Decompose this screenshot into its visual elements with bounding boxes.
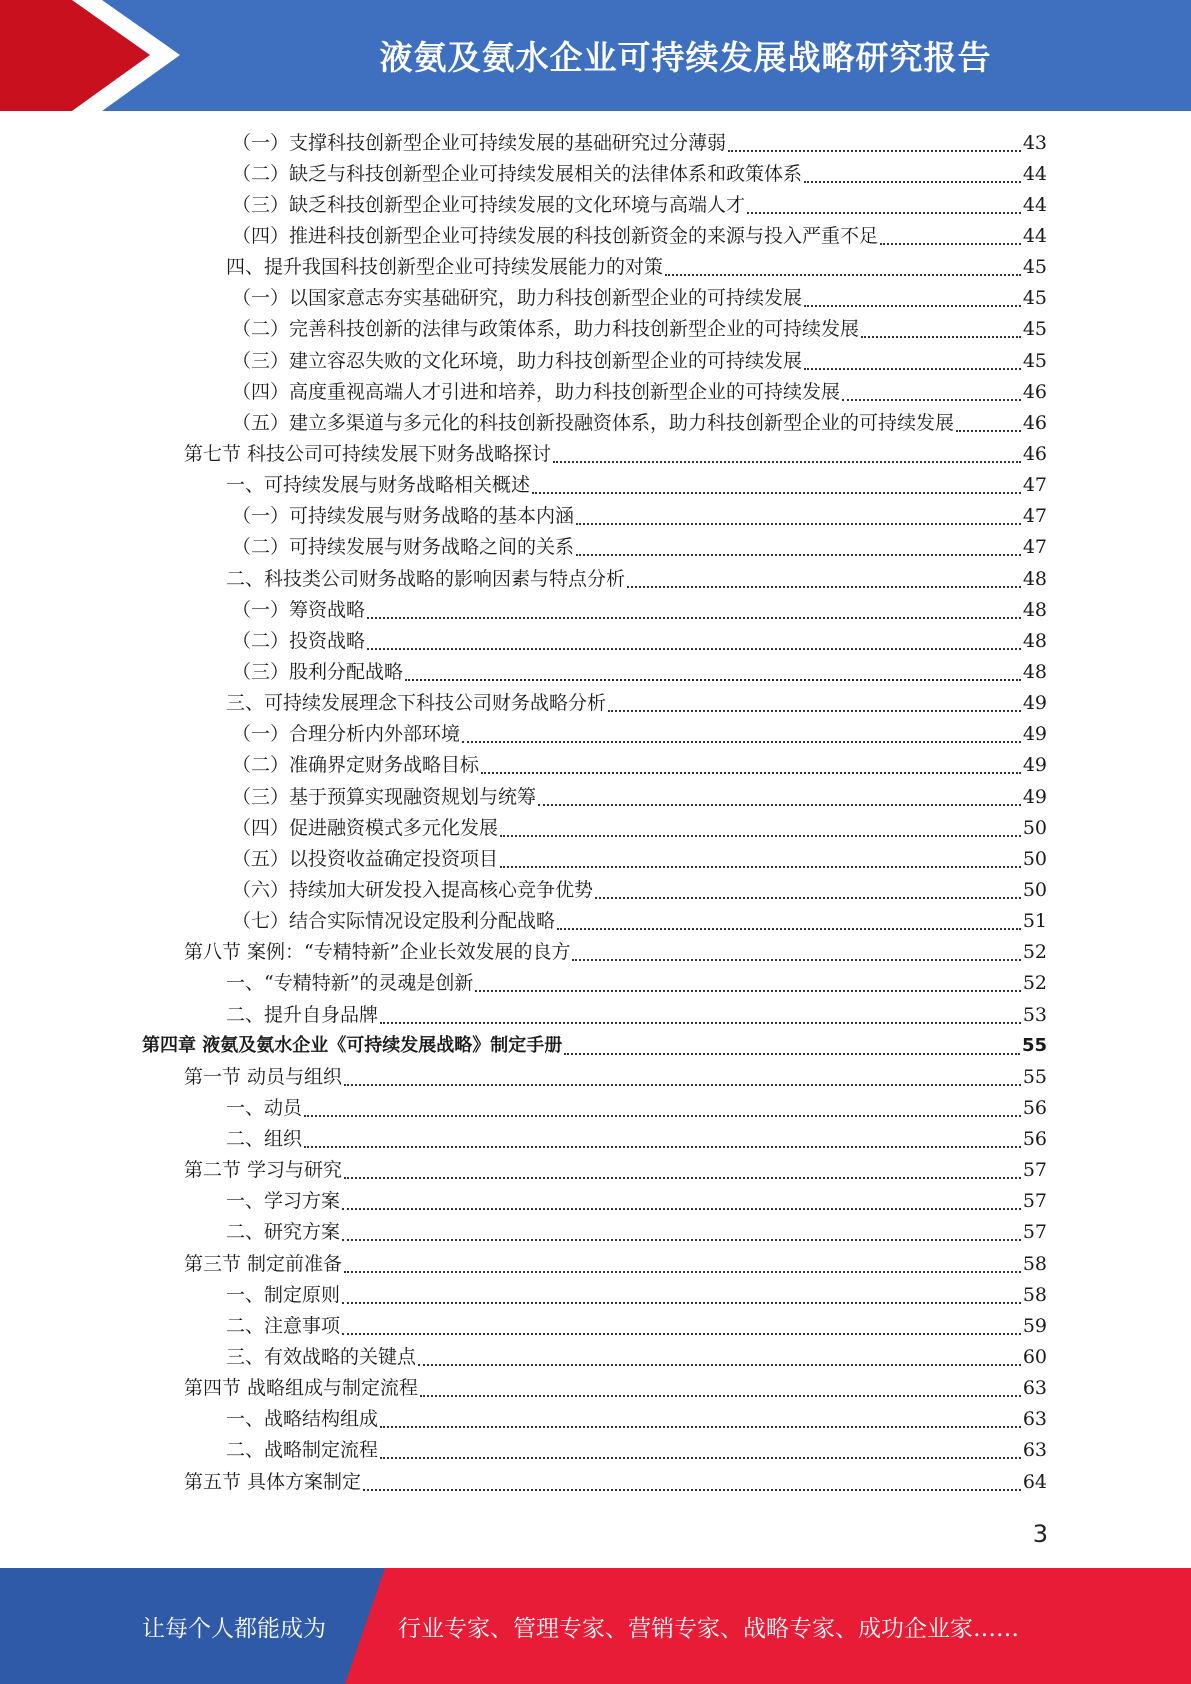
- toc-entry-page: 43: [1022, 131, 1047, 154]
- toc-entry-page: 47: [1022, 505, 1047, 528]
- toc-entry-title: 第八节 案例：“专精特新”企业长效发展的良方: [184, 941, 571, 964]
- toc-dot-leader: [475, 976, 1020, 992]
- toc-dot-leader: [538, 790, 1021, 806]
- toc-dot-leader: [861, 322, 1021, 338]
- toc-entry[interactable]: [0, 719, 1191, 750]
- page-footer: [0, 1568, 1191, 1684]
- toc-entry[interactable]: [0, 688, 1191, 719]
- toc-entry[interactable]: [0, 189, 1191, 220]
- toc-dot-leader: [880, 229, 1021, 245]
- toc-entry[interactable]: [0, 874, 1191, 905]
- toc-entry-title: 第一节 动员与组织: [184, 1065, 343, 1088]
- toc-entry-page: 50: [1022, 847, 1047, 870]
- toc-entry-page: 49: [1022, 692, 1047, 715]
- toc-entry-page: 52: [1022, 941, 1047, 964]
- toc-entry[interactable]: [0, 999, 1191, 1030]
- toc-entry[interactable]: [0, 1466, 1191, 1497]
- toc-entry-title: （二）准确界定财务战略目标: [232, 754, 480, 777]
- toc-entry-title: （五）以投资收益确定投资项目: [232, 847, 499, 870]
- toc-dot-leader: [342, 1288, 1021, 1304]
- toc-entry-title: （四）推进科技创新型企业可持续发展的科技创新资金的来源与投入严重不足: [232, 224, 879, 247]
- toc-entry[interactable]: [0, 781, 1191, 812]
- toc-dot-leader: [576, 540, 1021, 556]
- toc-entry[interactable]: [0, 220, 1191, 251]
- toc-entry-title: （四）促进融资模式多元化发展: [232, 816, 499, 839]
- toc-entry-page: 63: [1022, 1377, 1047, 1400]
- page-header: [0, 0, 1191, 111]
- toc-entry-title: 四、提升我国科技创新型企业可持续发展能力的对策: [226, 256, 664, 279]
- document-title: 液氨及氨水企业可持续发展战略研究报告: [379, 38, 992, 77]
- toc-dot-leader: [728, 136, 1021, 152]
- toc-entry[interactable]: [0, 1061, 1191, 1092]
- toc-entry-page: 60: [1022, 1346, 1047, 1369]
- toc-entry-page: 49: [1022, 723, 1047, 746]
- toc-entry[interactable]: [0, 1155, 1191, 1186]
- toc-entry[interactable]: [0, 438, 1191, 469]
- toc-entry[interactable]: [0, 812, 1191, 843]
- toc-entry-page: 47: [1022, 474, 1047, 497]
- toc-entry-page: 57: [1022, 1190, 1047, 1213]
- toc-entry[interactable]: [0, 127, 1191, 158]
- toc-entry-title: （三）缺乏科技创新型企业可持续发展的文化环境与高端人才: [232, 193, 746, 216]
- toc-entry-page: 58: [1022, 1283, 1047, 1306]
- toc-entry[interactable]: [0, 470, 1191, 501]
- toc-entry-page: 63: [1022, 1439, 1047, 1462]
- toc-entry-title: 一、战略结构组成: [226, 1408, 379, 1431]
- toc-dot-leader: [804, 167, 1021, 183]
- toc-dot-leader: [956, 416, 1021, 432]
- toc-entry[interactable]: [0, 407, 1191, 438]
- toc-entry[interactable]: [0, 656, 1191, 687]
- toc-entry-page: 48: [1022, 629, 1047, 652]
- toc-entry[interactable]: [0, 750, 1191, 781]
- toc-entry-page: 46: [1022, 411, 1047, 434]
- toc-entry[interactable]: [0, 937, 1191, 968]
- toc-entry-title: 三、有效战略的关键点: [226, 1346, 417, 1369]
- toc-entry[interactable]: [0, 532, 1191, 563]
- toc-entry-title: 第四章 液氨及氨水企业《可持续发展战略》制定手册: [142, 1034, 563, 1056]
- toc-entry[interactable]: [0, 1124, 1191, 1155]
- toc-entry[interactable]: [0, 501, 1191, 532]
- toc-dot-leader: [481, 758, 1021, 774]
- toc-entry-page: 64: [1022, 1470, 1047, 1493]
- toc-dot-leader: [842, 385, 1021, 401]
- toc-entry[interactable]: [0, 158, 1191, 189]
- toc-entry[interactable]: [0, 1248, 1191, 1279]
- toc-entry[interactable]: [0, 314, 1191, 345]
- toc-dot-leader: [576, 509, 1021, 525]
- header-arrow-decoration: [0, 0, 260, 111]
- toc-dot-leader: [380, 1412, 1021, 1428]
- toc-entry-page: 48: [1022, 660, 1047, 683]
- toc-entry-title: （一）以国家意志夯实基础研究，助力科技创新型企业的可持续发展: [232, 287, 803, 310]
- table-of-contents: [0, 127, 1191, 1497]
- toc-dot-leader: [553, 447, 1021, 463]
- toc-entry-title: 一、制定原则: [226, 1283, 341, 1306]
- toc-dot-leader: [304, 1132, 1021, 1148]
- toc-entry-page: 48: [1022, 598, 1047, 621]
- toc-entry-title: 一、动员: [226, 1096, 303, 1119]
- page-number: 3: [1032, 1520, 1048, 1548]
- toc-entry[interactable]: [0, 1186, 1191, 1217]
- toc-dot-leader: [367, 634, 1021, 650]
- toc-dot-leader: [462, 727, 1021, 743]
- toc-entry-title: （一）合理分析内外部环境: [232, 723, 461, 746]
- toc-entry-page: 56: [1022, 1128, 1047, 1151]
- toc-entry-title: （七）结合实际情况设定股利分配战略: [232, 910, 556, 933]
- toc-entry-title: 一、“专精特新”的灵魂是创新: [226, 972, 474, 995]
- toc-entry-page: 47: [1022, 536, 1047, 559]
- toc-entry-page: 44: [1022, 162, 1047, 185]
- toc-entry[interactable]: [0, 345, 1191, 376]
- toc-entry-page: 45: [1022, 349, 1047, 372]
- toc-dot-leader: [367, 603, 1021, 619]
- toc-dot-leader: [500, 852, 1021, 868]
- toc-entry-title: （一）筹资战略: [232, 598, 366, 621]
- toc-entry[interactable]: [0, 1279, 1191, 1310]
- toc-entry-page: 56: [1022, 1096, 1047, 1119]
- toc-entry-title: 二、注意事项: [226, 1314, 341, 1337]
- toc-entry-title: （二）可持续发展与财务战略之间的关系: [232, 536, 575, 559]
- toc-dot-leader: [418, 1350, 1021, 1366]
- toc-entry[interactable]: [0, 906, 1191, 937]
- toc-entry-page: 46: [1022, 380, 1047, 403]
- toc-entry-title: 第二节 学习与研究: [184, 1159, 343, 1182]
- toc-entry-page: 50: [1022, 878, 1047, 901]
- toc-entry[interactable]: [0, 1092, 1191, 1123]
- toc-dot-leader: [804, 291, 1021, 307]
- toc-entry[interactable]: [0, 1310, 1191, 1341]
- toc-dot-leader: [665, 260, 1021, 276]
- toc-entry-page: 53: [1022, 1003, 1047, 1026]
- toc-entry-page: 58: [1022, 1252, 1047, 1275]
- toc-entry-title: 二、研究方案: [226, 1221, 341, 1244]
- toc-entry-title: （六）持续加大研发投入提高核心竞争优势: [232, 878, 594, 901]
- toc-entry[interactable]: [0, 1030, 1191, 1061]
- toc-entry[interactable]: [0, 563, 1191, 594]
- toc-dot-leader: [344, 1070, 1021, 1086]
- toc-dot-leader: [608, 696, 1021, 712]
- toc-entry[interactable]: [0, 625, 1191, 656]
- toc-entry-page: 50: [1022, 816, 1047, 839]
- toc-dot-leader: [557, 914, 1021, 930]
- toc-entry-title: 第三节 制定前准备: [184, 1252, 343, 1275]
- toc-entry-page: 44: [1022, 193, 1047, 216]
- toc-entry-title: （二）投资战略: [232, 629, 366, 652]
- toc-entry-page: 59: [1022, 1314, 1047, 1337]
- toc-entry-page: 49: [1022, 785, 1047, 808]
- toc-entry[interactable]: [0, 283, 1191, 314]
- toc-dot-leader: [420, 1381, 1021, 1397]
- toc-entry-page: 48: [1022, 567, 1047, 590]
- toc-dot-leader: [304, 1101, 1021, 1117]
- toc-entry-title: （一）可持续发展与财务战略的基本内涵: [232, 505, 575, 528]
- toc-dot-leader: [405, 665, 1021, 681]
- toc-entry-page: 44: [1022, 224, 1047, 247]
- toc-entry-title: （二）缺乏与科技创新型企业可持续发展相关的法律体系和政策体系: [232, 162, 803, 185]
- toc-entry-page: 63: [1022, 1408, 1047, 1431]
- toc-entry[interactable]: [0, 376, 1191, 407]
- toc-entry[interactable]: [0, 1217, 1191, 1248]
- footer-slogan-right: 行业专家、管理专家、营销专家、战略专家、成功企业家……: [398, 1615, 1019, 1642]
- toc-entry[interactable]: [0, 594, 1191, 625]
- toc-entry-page: 52: [1022, 972, 1047, 995]
- toc-dot-leader: [564, 1039, 1020, 1055]
- toc-entry-page: 51: [1022, 910, 1047, 933]
- toc-entry-page: 57: [1022, 1221, 1047, 1244]
- toc-entry-page: 55: [1021, 1034, 1047, 1056]
- toc-dot-leader: [627, 572, 1021, 588]
- toc-entry-page: 55: [1022, 1065, 1047, 1088]
- toc-entry-title: 第五节 具体方案制定: [184, 1470, 362, 1493]
- toc-entry-page: 49: [1022, 754, 1047, 777]
- toc-dot-leader: [363, 1475, 1021, 1491]
- toc-entry-title: 二、组织: [226, 1128, 303, 1151]
- toc-dot-leader: [344, 1163, 1021, 1179]
- toc-entry-page: 45: [1022, 318, 1047, 341]
- toc-entry[interactable]: [0, 968, 1191, 999]
- toc-entry-title: （四）高度重视高端人才引进和培养，助力科技创新型企业的可持续发展: [232, 380, 841, 403]
- toc-entry-page: 45: [1022, 256, 1047, 279]
- toc-dot-leader: [344, 1257, 1021, 1273]
- toc-entry-title: （三）基于预算实现融资规划与统筹: [232, 785, 537, 808]
- toc-dot-leader: [572, 945, 1020, 961]
- toc-entry-title: （五）建立多渠道与多元化的科技创新投融资体系，助力科技创新型企业的可持续发展: [232, 411, 955, 434]
- toc-dot-leader: [380, 1443, 1021, 1459]
- toc-dot-leader: [747, 198, 1021, 214]
- toc-entry-title: （一）支撑科技创新型企业可持续发展的基础研究过分薄弱: [232, 131, 727, 154]
- toc-entry[interactable]: [0, 1404, 1191, 1435]
- toc-entry[interactable]: [0, 1373, 1191, 1404]
- toc-entry-title: 一、学习方案: [226, 1190, 341, 1213]
- toc-dot-leader: [500, 821, 1021, 837]
- toc-dot-leader: [380, 1008, 1021, 1024]
- toc-entry-page: 57: [1022, 1159, 1047, 1182]
- toc-entry-title: 一、可持续发展与财务战略相关概述: [226, 474, 531, 497]
- toc-entry[interactable]: [0, 1341, 1191, 1372]
- toc-entry-title: （二）完善科技创新的法律与政策体系，助力科技创新型企业的可持续发展: [232, 318, 860, 341]
- toc-entry-title: 三、可持续发展理念下科技公司财务战略分析: [226, 692, 607, 715]
- footer-slogan-left: 让每个人都能成为: [142, 1615, 326, 1642]
- toc-entry[interactable]: [0, 1435, 1191, 1466]
- toc-entry-title: （三）建立容忍失败的文化环境，助力科技创新型企业的可持续发展: [232, 349, 803, 372]
- toc-dot-leader: [804, 354, 1021, 370]
- toc-dot-leader: [342, 1319, 1021, 1335]
- toc-dot-leader: [595, 883, 1021, 899]
- toc-dot-leader: [342, 1225, 1021, 1241]
- toc-dot-leader: [532, 478, 1021, 494]
- toc-entry-title: （三）股利分配战略: [232, 660, 404, 683]
- toc-entry-title: 二、科技类公司财务战略的影响因素与特点分析: [226, 567, 626, 590]
- toc-entry-title: 二、提升自身品牌: [226, 1003, 379, 1026]
- toc-entry-title: 第七节 科技公司可持续发展下财务战略探讨: [184, 442, 552, 465]
- toc-dot-leader: [342, 1194, 1021, 1210]
- toc-entry-page: 45: [1022, 287, 1047, 310]
- toc-entry[interactable]: [0, 843, 1191, 874]
- toc-entry-page: 46: [1022, 442, 1047, 465]
- toc-entry-title: 第四节 战略组成与制定流程: [184, 1377, 419, 1400]
- toc-entry-title: 二、战略制定流程: [226, 1439, 379, 1462]
- toc-entry[interactable]: [0, 252, 1191, 283]
